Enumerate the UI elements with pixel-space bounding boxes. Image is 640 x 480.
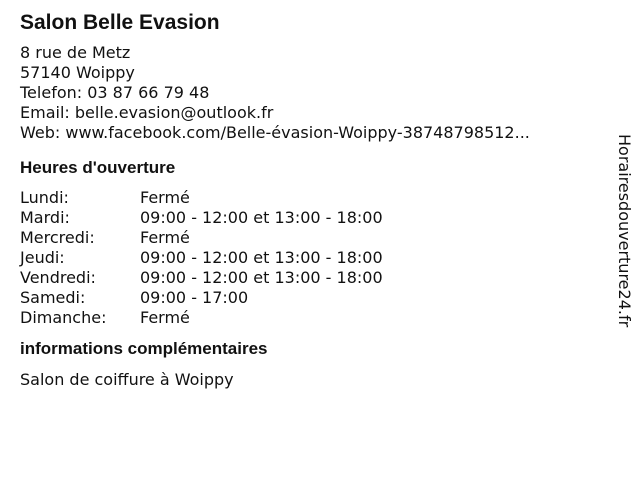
day-hours: 09:00 - 12:00 et 13:00 - 18:00 <box>140 248 383 267</box>
day-hours: 09:00 - 12:00 et 13:00 - 18:00 <box>140 208 383 227</box>
hours-row <box>20 208 383 228</box>
info-text: Salon de coiffure à Woippy <box>20 370 234 389</box>
site-brand-vertical: Horairesdouverture24.fr <box>615 134 634 328</box>
hours-row <box>20 308 383 328</box>
business-name: Salon Belle Evasion <box>20 11 220 34</box>
day-label: Vendredi: <box>20 268 96 287</box>
day-hours: Fermé <box>140 308 190 327</box>
day-label: Dimanche: <box>20 308 107 327</box>
day-hours: Fermé <box>140 188 190 207</box>
day-label: Lundi: <box>20 188 69 207</box>
hours-row <box>20 188 383 208</box>
hours-table <box>20 188 383 328</box>
phone-line[interactable]: Telefon: 03 87 66 79 48 <box>20 83 210 102</box>
day-hours: Fermé <box>140 228 190 247</box>
day-label: Mercredi: <box>20 228 95 247</box>
hours-heading: Heures d'ouverture <box>20 158 176 177</box>
day-hours: 09:00 - 12:00 et 13:00 - 18:00 <box>140 268 383 287</box>
day-hours: 09:00 - 17:00 <box>140 288 249 307</box>
street-address: 8 rue de Metz <box>20 43 131 62</box>
day-label: Mardi: <box>20 208 70 227</box>
info-heading: informations complémentaires <box>20 339 268 358</box>
hours-row <box>20 268 383 288</box>
email-line[interactable]: Email: belle.evasion@outlook.fr <box>20 103 274 122</box>
business-card <box>20 10 600 390</box>
day-label: Jeudi: <box>20 248 65 267</box>
hours-row <box>20 248 383 268</box>
city-postal: 57140 Woippy <box>20 63 135 82</box>
hours-row <box>20 288 383 308</box>
hours-row <box>20 228 383 248</box>
web-line[interactable]: Web: www.facebook.com/Belle-évasion-Woippy-38748798512... <box>20 123 530 142</box>
day-label: Samedi: <box>20 288 86 307</box>
